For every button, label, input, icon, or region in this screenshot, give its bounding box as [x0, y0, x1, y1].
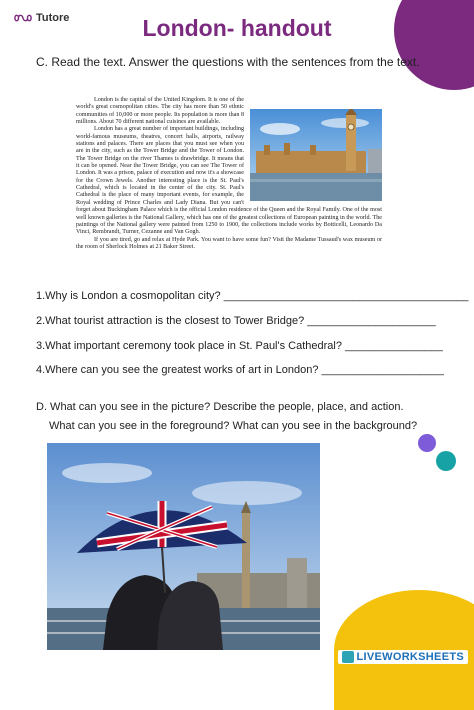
- reading-text: [76, 97, 382, 251]
- brand-name: Tutore: [36, 12, 70, 24]
- london-parliament-photo: [250, 109, 382, 201]
- section-d-line-2: What can you see in the foreground? What can you see in the background?: [49, 420, 418, 432]
- liveworksheets-watermark: [338, 650, 469, 664]
- watermark-text: LIVEWORKSHEETS: [356, 651, 464, 663]
- question-3[interactable]: 3.What important ceremony took place in St. Paul's Cathedral? ________________: [36, 340, 443, 352]
- decorative-blob-top: [394, 0, 474, 90]
- umbrella-couple-photo: [47, 443, 320, 650]
- reading-paragraph-2: London has a great number of important buildings, including world-famous museums, theatres, concert halls, airports, railway stations and palaces. There are places that you must see when you are in the city, such as the Tower Bridge and the Tower of London. The Tower Bridge on the river Thames is drawbridge. It means that it can be opened. Near the Tower Bridge, you can see The Tower of London. It was a prison, palace of execution and now it's a showcase for the Crown Jewels. Another interesting place is the St. Paul's Cathedral, which is located in the center of the city. St. Paul's Cathedral is the place of many important events, for example, the Royal wedding of Prince Charles and Lady Diana. But you can't forget about Buckingham Palace which is the official London residence of the Queen and the Royal Family. One of the most well known galleries is the National Gallery, which has one of the greatest collections of European painting in the world. The paintings of the National gallery were painted from 1250 to 1900, the collections include works by Botticelli, Leonardo Da Vinci, Rembrandt, Turner, Cezanne and Van Gogh.: [76, 126, 382, 236]
- reading-paragraph-3: If you are tired, go and relax at Hyde Park. You want to have some fun? Visit the Madame Tussaud's wax museum or the room of Sherlock Holmes at 21 Baker Street.: [76, 236, 382, 250]
- question-2[interactable]: 2.What tourist attraction is the closest to Tower Bridge? _____________________: [36, 315, 436, 327]
- instruction-c: C. Read the text. Answer the questions with the sentences from the text.: [36, 55, 420, 69]
- page-title: London- handout: [142, 15, 332, 41]
- section-d-line-1: D. What can you see in the picture? Describe the people, place, and action.: [36, 401, 404, 413]
- question-4[interactable]: 4.Where can you see the greatest works of art in London? ____________________: [36, 364, 444, 376]
- reading-paragraph-1: London is the capital of the United Kingdom. It is one of the world's great cosmopolitan cities. The city has more than 50 ethnic communities of 10,000 or more people. Its population is more than 8 millions. About 70 different national cuisines are available.: [76, 97, 244, 126]
- section-d: [36, 398, 417, 436]
- decorative-dot-teal: [436, 451, 456, 471]
- question-1[interactable]: 1.Why is London a cosmopolitan city? ________________________________________: [36, 290, 469, 302]
- liveworksheets-logo-icon: [342, 651, 354, 663]
- decorative-dot-purple: [418, 434, 436, 452]
